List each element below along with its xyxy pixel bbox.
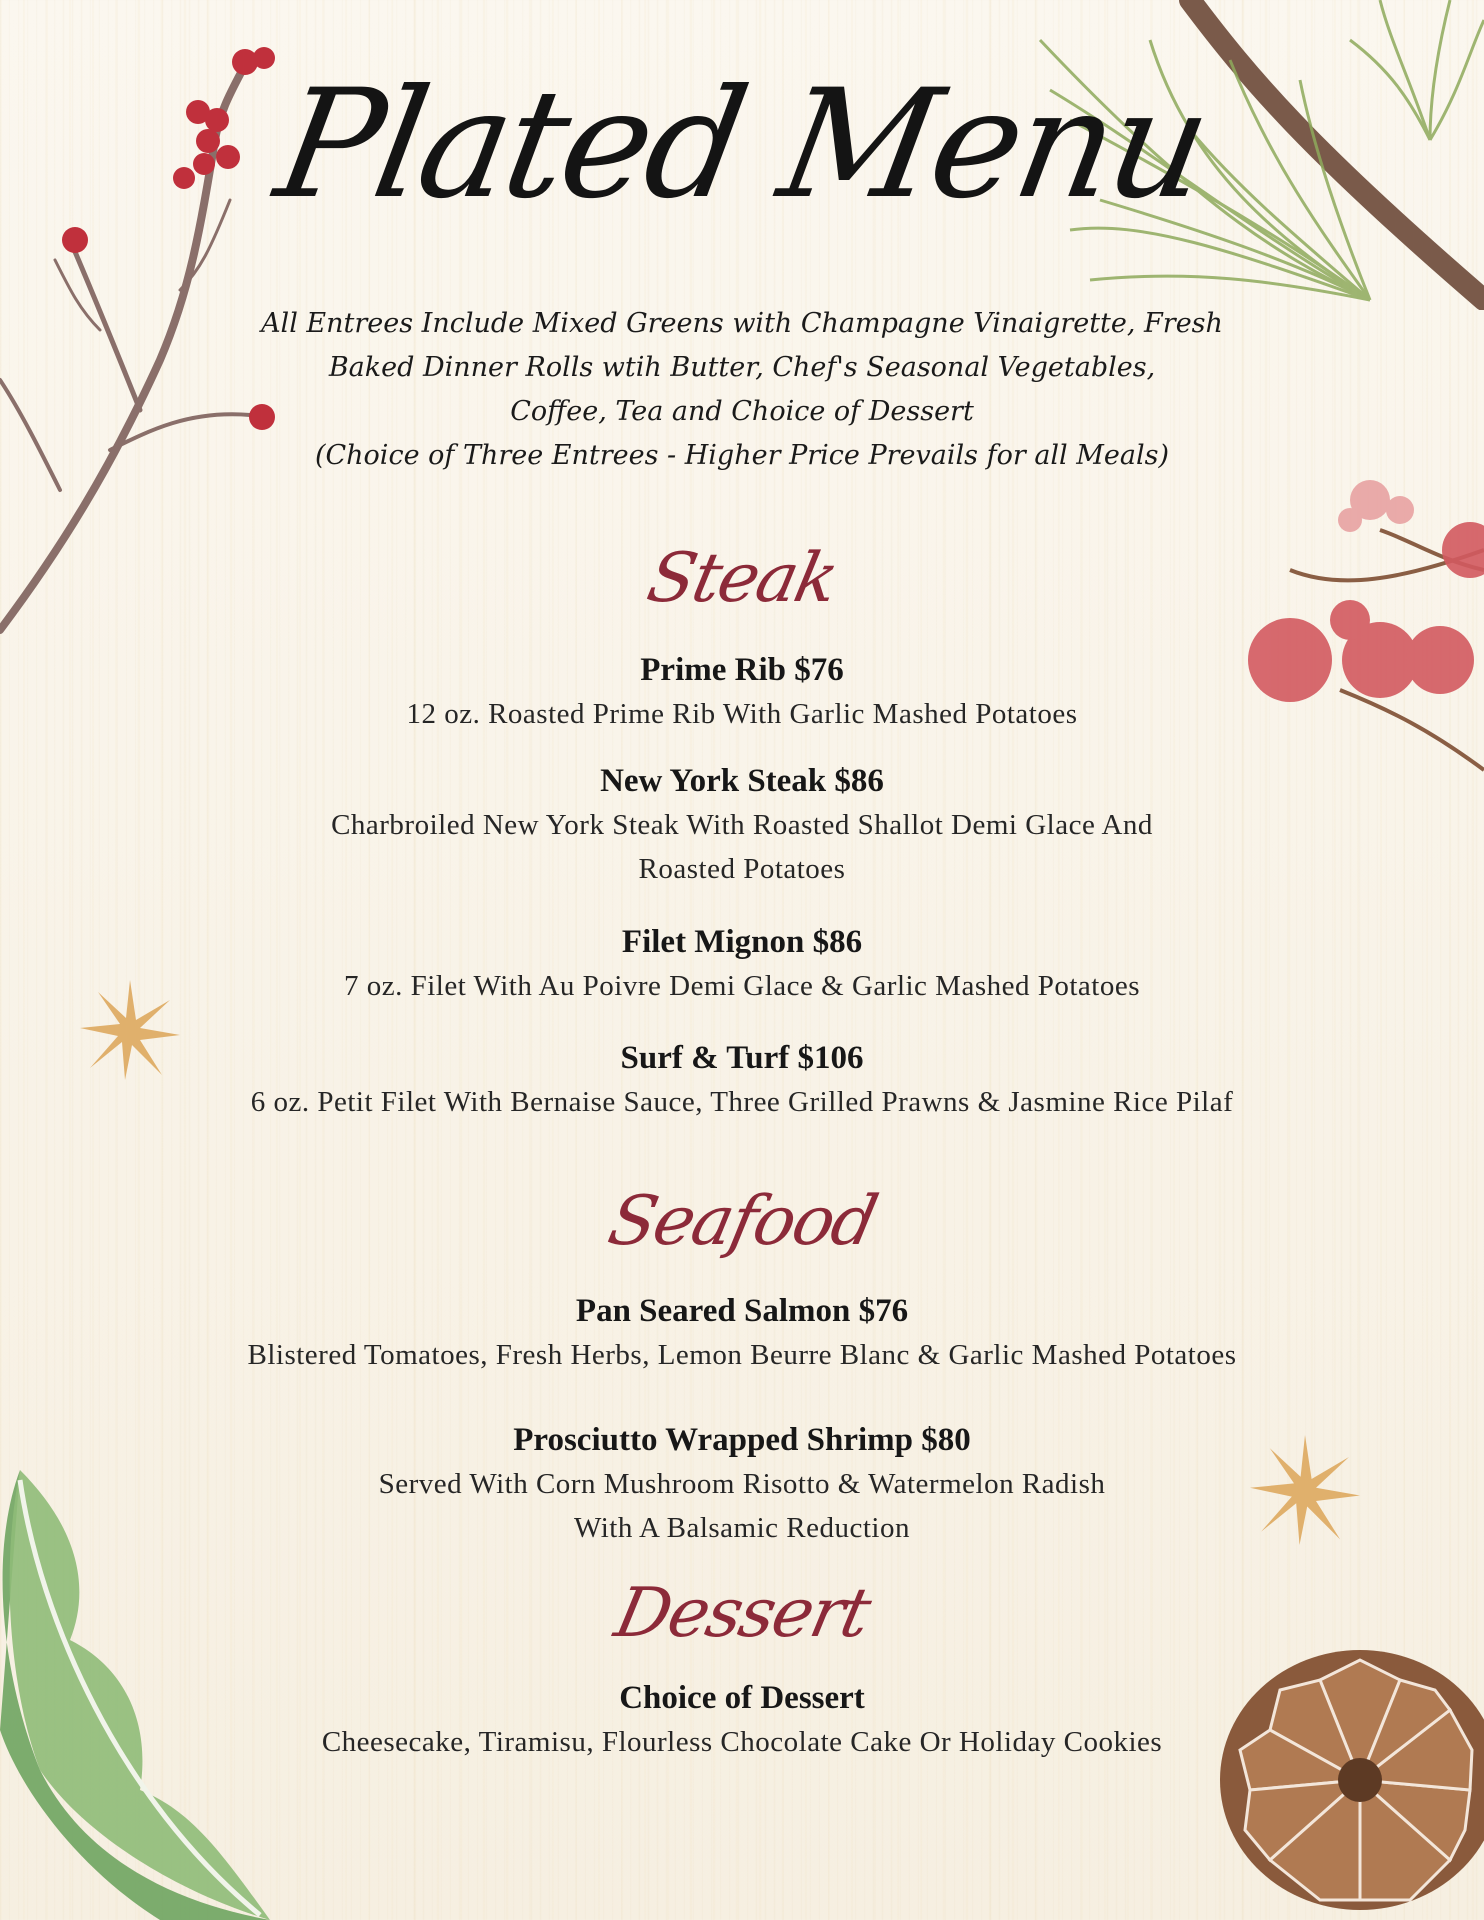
menu-item-name: Filet Mignon $86 bbox=[621, 924, 863, 960]
menu-item-name: Surf & Turf $106 bbox=[620, 1040, 864, 1076]
page-title: Plated Menu bbox=[265, 58, 1219, 232]
menu-item-name: Prosciutto Wrapped Shrimp $80 bbox=[513, 1422, 971, 1458]
menu-item bbox=[150, 1289, 1334, 1377]
menu-item bbox=[150, 1036, 1334, 1124]
menu-item-description: 6 oz. Petit Filet With Bernaise Sauce, Three Grilled Prawns & Jasmine Rice Pilaf bbox=[250, 1086, 1234, 1118]
menu-item-description: With A Balsamic Reduction bbox=[574, 1512, 910, 1544]
section-title-seafood: Seafood bbox=[601, 1182, 883, 1261]
menu-item bbox=[150, 1418, 1334, 1550]
section-title-steak: Steak bbox=[640, 539, 844, 618]
intro-line: All Entrees Include Mixed Greens with Champagne Vinaigrette, Fresh bbox=[261, 308, 1223, 339]
menu-item-name: Pan Seared Salmon $76 bbox=[575, 1293, 909, 1329]
menu-item-name: Choice of Dessert bbox=[619, 1680, 865, 1716]
menu-item-name: New York Steak $86 bbox=[600, 763, 884, 799]
menu-item-description: Roasted Potatoes bbox=[638, 853, 846, 885]
menu-item-description: 12 oz. Roasted Prime Rib With Garlic Mashed Potatoes bbox=[406, 698, 1078, 730]
menu-item-name: Prime Rib $76 bbox=[640, 652, 844, 688]
menu-item bbox=[150, 759, 1334, 891]
intro-line: (Choice of Three Entrees - Higher Price Prevails for all Meals) bbox=[314, 440, 1170, 471]
menu-item-description: Blistered Tomatoes, Fresh Herbs, Lemon Beurre Blanc & Garlic Mashed Potatoes bbox=[247, 1339, 1237, 1371]
section-title-dessert: Dessert bbox=[608, 1574, 876, 1653]
intro-line: Baked Dinner Rolls wtih Butter, Chef's Seasonal Vegetables, bbox=[328, 352, 1156, 383]
menu-item-description: Served With Corn Mushroom Risotto & Watermelon Radish bbox=[378, 1468, 1106, 1500]
menu-item-description: Cheesecake, Tiramisu, Flourless Chocolate Cake Or Holiday Cookies bbox=[321, 1726, 1163, 1758]
menu-item bbox=[150, 648, 1334, 736]
menu-item bbox=[150, 1676, 1334, 1764]
intro-text bbox=[200, 302, 1284, 478]
menu-item bbox=[150, 920, 1334, 1008]
menu-item-description: 7 oz. Filet With Au Poivre Demi Glace & Garlic Mashed Potatoes bbox=[343, 970, 1141, 1002]
menu-item-description: Charbroiled New York Steak With Roasted Shallot Demi Glace And bbox=[331, 809, 1153, 841]
intro-line: Coffee, Tea and Choice of Dessert bbox=[510, 396, 974, 427]
